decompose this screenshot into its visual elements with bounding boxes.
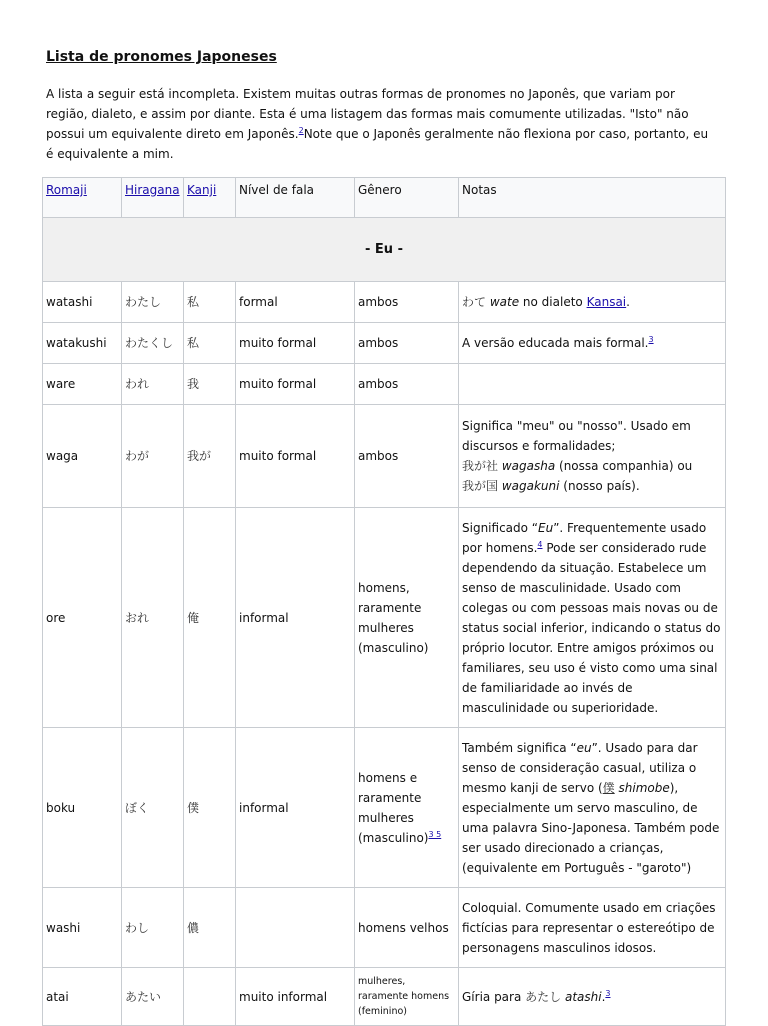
cell-genero: homens, raramente mulheres (masculino) bbox=[355, 508, 459, 728]
cell-notas bbox=[459, 405, 726, 508]
notes-jp: 我が社 bbox=[462, 459, 499, 473]
notes-romaji: wate bbox=[489, 295, 520, 309]
notes-end: . bbox=[626, 295, 630, 309]
cell-kanji: 僕 bbox=[184, 728, 236, 888]
notes-text: ), especialmente um servo masculino, de uma palavra Sino-Japonesa. Também pode ser usado direcionado a crianças, (equivalente em Português - "garoto") bbox=[462, 780, 720, 875]
notes-romaji: shimobe bbox=[614, 780, 670, 795]
table-row bbox=[43, 728, 726, 888]
cell-notas bbox=[459, 282, 726, 323]
table-row bbox=[43, 282, 726, 323]
table-row bbox=[43, 364, 726, 405]
genero-text: homens e raramente mulheres (masculino) bbox=[358, 770, 429, 845]
cell-hiragana: わし bbox=[122, 888, 184, 968]
reference-link[interactable]: 4 bbox=[537, 539, 543, 549]
table-row bbox=[43, 888, 726, 968]
cell-hiragana: わが bbox=[122, 405, 184, 508]
cell-genero: ambos bbox=[355, 282, 459, 323]
reference-link[interactable]: 3 5 bbox=[428, 829, 442, 839]
cell-kanji bbox=[184, 968, 236, 1026]
cell-genero bbox=[355, 728, 459, 888]
notes-text: (nosso país). bbox=[559, 479, 640, 493]
cell-nivel: formal bbox=[236, 282, 355, 323]
table-row bbox=[43, 405, 726, 508]
notes-italic: Eu bbox=[538, 520, 554, 535]
cell-romaji: atai bbox=[43, 968, 122, 1026]
notes-italic: eu bbox=[576, 740, 592, 755]
cell-nivel: informal bbox=[236, 508, 355, 728]
cell-notas bbox=[459, 508, 726, 728]
cell-hiragana: わたくし bbox=[122, 323, 184, 364]
cell-hiragana: おれ bbox=[122, 508, 184, 728]
cell-genero: ambos bbox=[355, 323, 459, 364]
cell-kanji: 私 bbox=[184, 282, 236, 323]
header-romaji bbox=[43, 178, 122, 218]
cell-genero: ambos bbox=[355, 364, 459, 405]
table-row bbox=[43, 508, 726, 728]
cell-kanji: 我 bbox=[184, 364, 236, 405]
notes-romaji: wagakuni bbox=[501, 479, 560, 493]
notes-text: ”. Frequentemente usado por homens. bbox=[462, 520, 707, 555]
cell-genero: homens velhos bbox=[355, 888, 459, 968]
intro-text: A lista a seguir está incompleta. Existem muitas outras formas de pronomes no Japonês, que variam por região, dialeto, e assim por diante. Esta é uma listagem das formas mais comumente utilizadas. "Isto" não possui um equivalente direto em Japonês. bbox=[46, 87, 689, 141]
cell-hiragana: わたし bbox=[122, 282, 184, 323]
notes-text: A versão educada mais formal. bbox=[462, 336, 649, 350]
header-hiragana-link[interactable]: Hiragana bbox=[125, 183, 180, 197]
notes-text: Gíria para bbox=[462, 989, 526, 1004]
header-notas: Notas bbox=[459, 178, 726, 218]
cell-nivel: muito formal bbox=[236, 323, 355, 364]
kansai-link[interactable]: Kansai bbox=[586, 295, 627, 309]
cell-nivel bbox=[236, 888, 355, 968]
table-header-row bbox=[43, 178, 726, 218]
table-row bbox=[43, 968, 726, 1026]
notes-text: Também significa “ bbox=[462, 740, 577, 755]
notes-romaji: wagasha bbox=[501, 459, 556, 473]
cell-kanji: 俺 bbox=[184, 508, 236, 728]
reference-link[interactable]: 3 bbox=[605, 988, 611, 998]
notes-text: no dialeto bbox=[519, 295, 587, 309]
cell-hiragana: あたい bbox=[122, 968, 184, 1026]
cell-nivel: informal bbox=[236, 728, 355, 888]
cell-romaji: ware bbox=[43, 364, 122, 405]
kanji-link[interactable]: 僕 bbox=[602, 780, 615, 795]
header-genero: Gênero bbox=[355, 178, 459, 218]
cell-kanji: 我が bbox=[184, 405, 236, 508]
cell-notas bbox=[459, 968, 726, 1026]
cell-notas bbox=[459, 728, 726, 888]
cell-romaji: washi bbox=[43, 888, 122, 968]
header-kanji-link[interactable]: Kanji bbox=[187, 183, 217, 197]
notes-text: Significado “ bbox=[462, 520, 539, 535]
cell-hiragana: ぼく bbox=[122, 728, 184, 888]
cell-nivel: muito informal bbox=[236, 968, 355, 1026]
reference-link[interactable]: 3 bbox=[648, 335, 654, 344]
cell-nivel: muito formal bbox=[236, 364, 355, 405]
intro-reference-link[interactable]: 2 bbox=[298, 126, 304, 135]
notes-romaji: atashi bbox=[561, 989, 602, 1004]
cell-notas bbox=[459, 364, 726, 405]
cell-genero: ambos bbox=[355, 405, 459, 508]
table-row bbox=[43, 323, 726, 364]
notes-jp: あたし bbox=[525, 989, 562, 1004]
page-title: Lista de pronomes Japoneses bbox=[46, 49, 277, 65]
notes-text: ”. Usado para dar senso de consideração casual, utiliza o mesmo kanji de servo ( bbox=[462, 740, 698, 795]
cell-notas: Coloquial. Comumente usado em criações fictícias para representar o estereótipo de personagens masculinos idosos. bbox=[459, 888, 726, 968]
cell-hiragana: われ bbox=[122, 364, 184, 405]
cell-romaji: ore bbox=[43, 508, 122, 728]
intro-text-continued: Note que o Japonês geralmente não flexiona por caso, portanto, eu é equivalente a mim. bbox=[46, 127, 709, 161]
notes-text: (nossa companhia) ou bbox=[555, 459, 693, 473]
header-romaji-link[interactable]: Romaji bbox=[46, 183, 87, 197]
cell-romaji: boku bbox=[43, 728, 122, 888]
notes-end: . bbox=[601, 989, 606, 1004]
cell-romaji: watakushi bbox=[43, 323, 122, 364]
cell-kanji: 私 bbox=[184, 323, 236, 364]
pronouns-table bbox=[42, 177, 726, 1026]
header-kanji bbox=[184, 178, 236, 218]
notes-jp: わて bbox=[462, 295, 487, 309]
notes-text: Pode ser considerado rude dependendo da situação. Estabelece um senso de masculinidade. Usado com colegas ou com pessoas mais novas ou de status social inferior, indicando o status do próprio locutor. Entre amigos próximos ou familiares, seu uso é visto como uma sinal de familiaridade ao invés de masculinidade ou superioridade. bbox=[462, 540, 721, 715]
notes-jp: 我が国 bbox=[462, 479, 499, 493]
header-hiragana bbox=[122, 178, 184, 218]
notes-text: Significa "meu" ou "nosso". Usado em discursos e formalidades; bbox=[462, 419, 691, 453]
cell-notas bbox=[459, 323, 726, 364]
cell-kanji: 儂 bbox=[184, 888, 236, 968]
cell-genero: mulheres, raramente homens (feminino) bbox=[355, 968, 459, 1026]
section-heading: - Eu - bbox=[43, 218, 726, 282]
cell-nivel: muito formal bbox=[236, 405, 355, 508]
section-row-eu bbox=[43, 218, 726, 282]
cell-romaji: waga bbox=[43, 405, 122, 508]
header-nivel: Nível de fala bbox=[236, 178, 355, 218]
cell-romaji: watashi bbox=[43, 282, 122, 323]
intro-paragraph bbox=[46, 84, 716, 164]
